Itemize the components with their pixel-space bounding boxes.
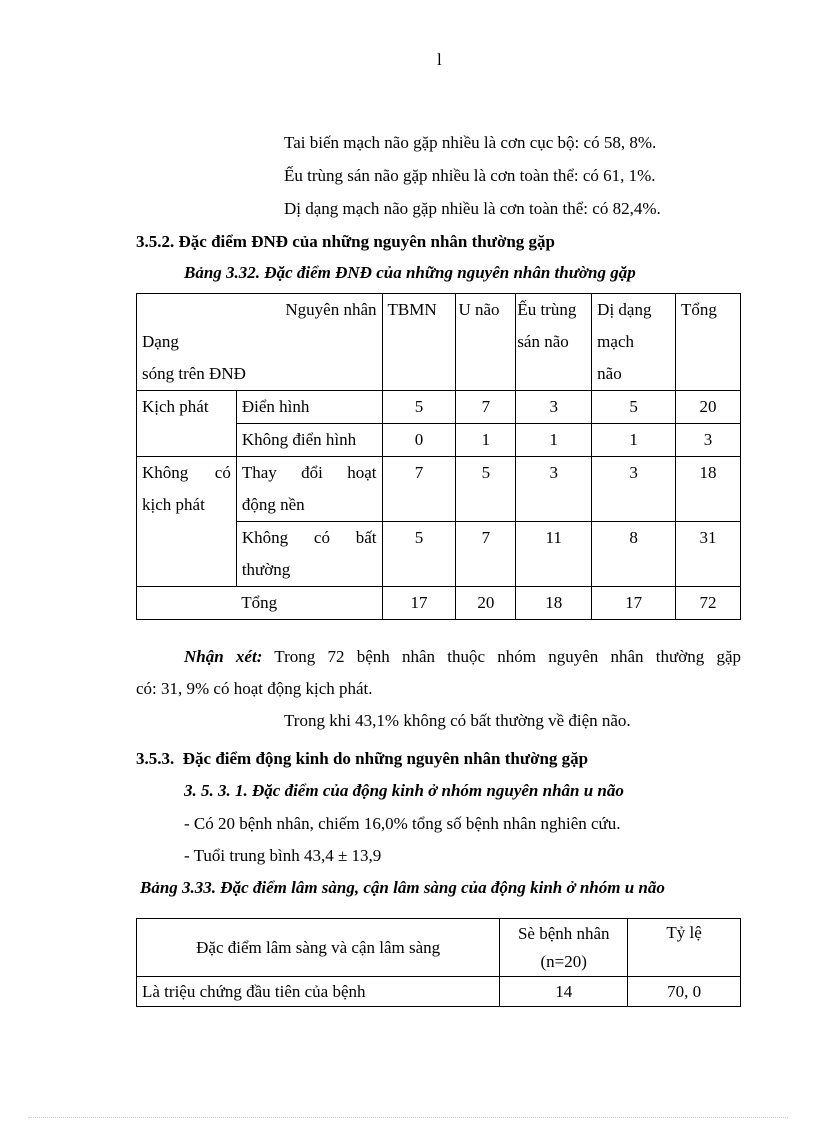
row-label: Không điển hình bbox=[236, 424, 382, 457]
row-label: Thay đổi hoạt động nền bbox=[236, 457, 382, 522]
col-header-so-benh-nhan: Sè bệnh nhân (n=20) bbox=[500, 919, 628, 977]
table-row bbox=[137, 391, 741, 424]
table-cell: 3 bbox=[592, 457, 676, 522]
corner-header-top: Nguyên nhân bbox=[285, 300, 377, 319]
subsection-heading-3-5-3-1: 3. 5. 3. 1. Đặc điểm của động kinh ở nhóm nguyên nhân u não bbox=[184, 781, 624, 800]
bullet-item: - Tuổi trung bình 43,4 ± 13,9 bbox=[184, 846, 382, 865]
table-total-row bbox=[137, 587, 741, 620]
col-header-tong: Tổng bbox=[676, 294, 741, 391]
table-cell: 8 bbox=[592, 522, 676, 587]
table-cell: 18 bbox=[676, 457, 741, 522]
col-header-dac-diem: Đặc điểm lâm sàng và cận lâm sàng bbox=[137, 919, 500, 977]
row-label: Là triệu chứng đầu tiên của bệnh bbox=[137, 977, 500, 1007]
row-label: Không có bất thường bbox=[236, 522, 382, 587]
corner-header-label: sóng trên ĐNĐ bbox=[142, 364, 246, 383]
col-header-u-nao: U não bbox=[456, 294, 516, 391]
table-row bbox=[137, 977, 741, 1007]
table-cell: 5 bbox=[592, 391, 676, 424]
table-cell: 7 bbox=[456, 522, 516, 587]
bullet-item: - Có 20 bệnh nhân, chiếm 16,0% tổng số bệnh nhân nghiên cứu. bbox=[184, 814, 621, 833]
row-label: Điển hình bbox=[236, 391, 382, 424]
section-heading-3-5-2: 3.5.2. Đặc điểm ĐNĐ của những nguyên nhân thường gặp bbox=[136, 232, 556, 251]
table-3-33 bbox=[136, 918, 741, 1007]
table-cell: 18 bbox=[516, 587, 592, 620]
page-bottom-divider bbox=[28, 1117, 788, 1118]
remark-text: Trong 72 bệnh nhân thuộc nhóm nguyên nhân thường gặp bbox=[274, 647, 741, 666]
table-3-32 bbox=[136, 293, 741, 620]
table-cell: 1 bbox=[516, 424, 592, 457]
corner-header-label: Dạng bbox=[142, 332, 179, 351]
table-cell: 31 bbox=[676, 522, 741, 587]
table-cell: 5 bbox=[382, 391, 456, 424]
intro-line: Ếu trùng sán não gặp nhiều là cơn toàn thể: có 61, 1%. bbox=[284, 166, 656, 185]
col-header-tbmn: TBMN bbox=[382, 294, 456, 391]
table-cell: 70, 0 bbox=[628, 977, 741, 1007]
section-heading-3-5-3: 3.5.3. Đặc điểm động kinh do những nguyên nhân thường gặp bbox=[136, 749, 589, 768]
table-cell: 17 bbox=[382, 587, 456, 620]
table-3-33-caption: Bảng 3.33. Đặc điểm lâm sàng, cận lâm sàng của động kinh ở nhóm u não bbox=[140, 878, 665, 897]
table-cell: 7 bbox=[382, 457, 456, 522]
table-cell: 1 bbox=[456, 424, 516, 457]
table-cell: 14 bbox=[500, 977, 628, 1007]
page-number: l bbox=[437, 50, 442, 69]
table-cell: 0 bbox=[382, 424, 456, 457]
remark-paragraph bbox=[184, 647, 741, 667]
table-cell: 20 bbox=[456, 587, 516, 620]
col-header-eu-trung: Ếu trùng sán não bbox=[516, 294, 592, 391]
col-header-ty-le: Tỷ lệ bbox=[628, 919, 741, 977]
group-label-khong-kich-phat: Không có kịch phát bbox=[137, 457, 237, 587]
intro-line: Tai biến mạch não gặp nhiều là cơn cục bộ: có 58, 8%. bbox=[284, 133, 657, 152]
table-cell: 11 bbox=[516, 522, 592, 587]
table-row bbox=[137, 457, 741, 522]
table-cell: 1 bbox=[592, 424, 676, 457]
total-label: Tổng bbox=[137, 587, 383, 620]
table-cell: 7 bbox=[456, 391, 516, 424]
remark-line: Trong khi 43,1% không có bất thường về điện não. bbox=[284, 711, 631, 730]
table-cell: 5 bbox=[382, 522, 456, 587]
col-header-di-dang: Dị dạng mạch não bbox=[592, 294, 676, 391]
corner-header-cell bbox=[137, 294, 383, 391]
table-3-32-caption: Bảng 3.32. Đặc điểm ĐNĐ của những nguyên nhân thường gặp bbox=[184, 263, 636, 282]
table-cell: 5 bbox=[456, 457, 516, 522]
table-cell: 17 bbox=[592, 587, 676, 620]
table-cell: 3 bbox=[676, 424, 741, 457]
table-cell: 3 bbox=[516, 457, 592, 522]
remark-line: có: 31, 9% có hoạt động kịch phát. bbox=[136, 679, 373, 698]
group-label-kich-phat: Kịch phát bbox=[137, 391, 237, 457]
intro-line: Dị dạng mạch não gặp nhiều là cơn toàn thể: có 82,4%. bbox=[284, 199, 661, 218]
remark-label: Nhận xét: bbox=[184, 647, 263, 666]
table-cell: 3 bbox=[516, 391, 592, 424]
table-cell: 20 bbox=[676, 391, 741, 424]
table-cell: 72 bbox=[676, 587, 741, 620]
